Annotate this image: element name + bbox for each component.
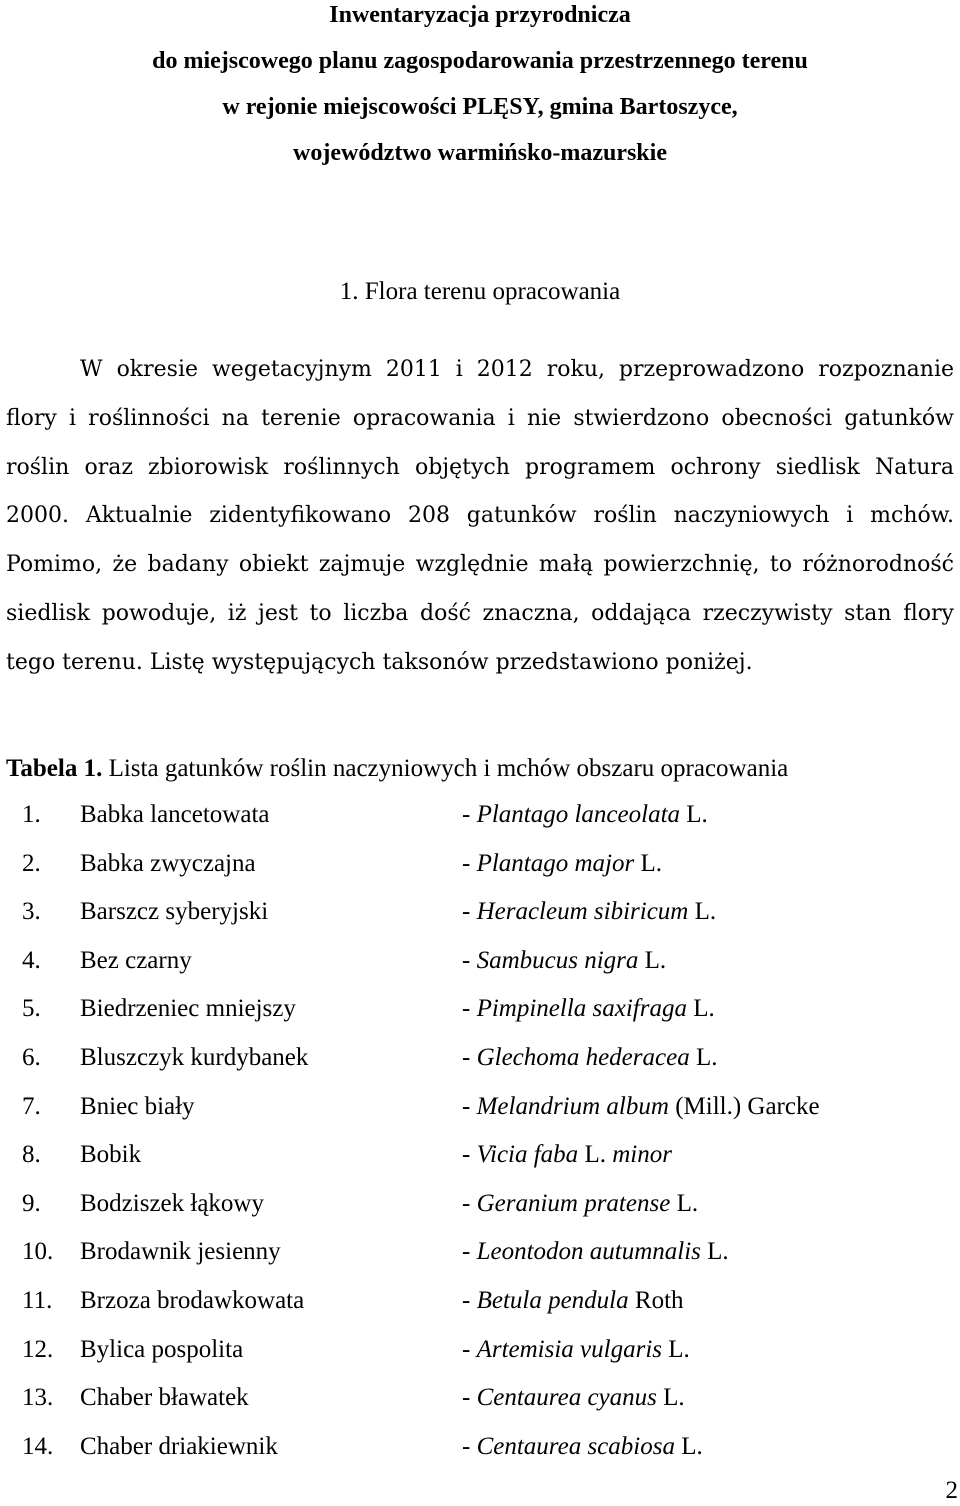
- species-latin-name: Betula pendula: [476, 1286, 629, 1314]
- list-item: [0, 1089, 960, 1138]
- species-latin-entry: [462, 894, 716, 930]
- list-item: [0, 1429, 960, 1478]
- list-item: [0, 991, 960, 1040]
- species-author: L.: [680, 801, 708, 828]
- species-author: L.: [688, 898, 717, 926]
- species-latin-entry: [462, 846, 662, 882]
- species-infraspecific: minor: [612, 1141, 672, 1169]
- species-number: 10.: [22, 1238, 54, 1266]
- species-number: 8.: [22, 1141, 41, 1169]
- table-caption-label: Tabela 1.: [6, 755, 103, 782]
- species-author: L.: [662, 1335, 690, 1363]
- page-number: 2: [945, 1477, 958, 1504]
- species-latin-entry: [462, 1040, 717, 1076]
- species-latin-name: Heracleum sibiricum: [476, 898, 689, 926]
- species-latin-entry: [462, 991, 715, 1027]
- species-number: 3.: [22, 898, 41, 926]
- species-latin-name: Centaurea cyanus: [476, 1384, 657, 1412]
- list-item: [0, 1380, 960, 1429]
- list-item: [0, 1283, 960, 1332]
- species-dash: -: [462, 849, 477, 877]
- species-dash: -: [462, 1189, 477, 1217]
- species-number: 7.: [22, 1092, 41, 1120]
- species-author: L.: [656, 1384, 685, 1412]
- species-dash: -: [462, 1286, 477, 1314]
- list-item: [0, 943, 960, 992]
- species-latin-entry: [462, 1234, 729, 1270]
- list-item: [0, 797, 960, 846]
- table-caption: [6, 753, 954, 785]
- species-common-name: Babka lancetowata: [80, 801, 270, 828]
- list-item: [0, 1234, 960, 1283]
- species-author: (Mill.) Garcke: [668, 1092, 820, 1120]
- species-number: 5.: [22, 995, 41, 1023]
- species-number: 6.: [22, 1043, 41, 1071]
- species-author: L.: [674, 1432, 703, 1460]
- species-number: 2.: [22, 849, 41, 877]
- species-dash: -: [462, 1092, 477, 1120]
- species-number: 4.: [22, 946, 41, 974]
- species-dash: -: [462, 995, 477, 1023]
- list-item: [0, 1186, 960, 1235]
- species-common-name: Brzoza brodawkowata: [80, 1286, 305, 1314]
- species-dash: -: [462, 898, 477, 926]
- species-author: L.: [686, 995, 715, 1023]
- species-common-name: Bluszczyk kurdybanek: [80, 1043, 309, 1071]
- species-common-name: Babka zwyczajna: [80, 849, 256, 877]
- species-latin-entry: [462, 1089, 820, 1125]
- species-dash: -: [462, 1141, 477, 1169]
- species-list: [0, 797, 960, 1477]
- species-latin-name: Leontodon autumnalis: [476, 1238, 701, 1266]
- list-item: [0, 1332, 960, 1381]
- species-common-name: Brodawnik jesienny: [80, 1238, 281, 1266]
- species-latin-name: Plantago major: [476, 849, 635, 877]
- intro-paragraph-text: W okresie wegetacyjnym 2011 i 2012 roku, przeprowadzono rozpoznanie flory i roślinności na terenie opracowania i nie stwierdzono obecności gatunków roślin oraz zbiorowisk roślinnych objętych programem ochrony siedlisk Natura 2000. Aktualnie zidentyfikowano 208 gatunków roślin naczyniowych i mchów. Pomimo, że badany obiekt zajmuje względnie małą powierzchnię, to różnorodność siedlisk powoduje, iż jest to liczba dość znaczna, oddająca rzeczywisty stan flory tego terenu. Listę występujących taksonów przedstawiono poniżej.: [6, 357, 954, 675]
- species-author: L.: [700, 1238, 729, 1266]
- species-common-name: Bodziszek łąkowy: [80, 1189, 264, 1217]
- species-latin-entry: [462, 1283, 684, 1319]
- species-common-name: Bniec biały: [80, 1092, 195, 1120]
- species-dash: -: [462, 1432, 477, 1460]
- species-latin-name: Plantago lanceolata: [476, 801, 681, 828]
- species-latin-name: Artemisia vulgaris: [476, 1335, 662, 1363]
- title-line-3: w rejonie miejscowości PLĘSY, gmina Bartoszyce,: [222, 94, 738, 120]
- species-author: L.: [578, 1141, 613, 1169]
- species-common-name: Chaber bławatek: [80, 1384, 249, 1412]
- species-latin-name: Vicia faba: [476, 1141, 579, 1169]
- species-common-name: Bylica pospolita: [80, 1335, 244, 1363]
- species-dash: -: [462, 1384, 477, 1412]
- species-latin-entry: [462, 1332, 690, 1368]
- species-number: 1.: [22, 801, 41, 828]
- species-number: 13.: [22, 1384, 54, 1412]
- list-item: [0, 894, 960, 943]
- species-number: 9.: [22, 1189, 41, 1217]
- species-latin-name: Glechoma hederacea: [476, 1043, 690, 1071]
- list-item: [0, 1137, 960, 1186]
- species-latin-name: Pimpinella saxifraga: [476, 995, 687, 1023]
- section-heading: 1. Flora terenu opracowania: [339, 278, 621, 305]
- species-dash: -: [462, 946, 477, 974]
- species-author: L.: [689, 1043, 718, 1071]
- species-common-name: Biedrzeniec mniejszy: [80, 995, 296, 1023]
- species-latin-entry: [462, 1137, 672, 1173]
- species-latin-name: Centaurea scabiosa: [476, 1432, 675, 1460]
- species-author: L.: [670, 1189, 699, 1217]
- intro-paragraph: [6, 346, 954, 688]
- species-dash: -: [462, 1335, 477, 1363]
- list-item: [0, 846, 960, 895]
- species-dash: -: [462, 1043, 477, 1071]
- species-latin-entry: [462, 1429, 703, 1465]
- species-number: 11.: [22, 1286, 53, 1314]
- species-common-name: Bobik: [80, 1141, 142, 1169]
- title-line-1: Inwentaryzacja przyrodnicza: [329, 2, 631, 28]
- species-dash: -: [462, 801, 477, 828]
- species-dash: -: [462, 1238, 477, 1266]
- species-latin-entry: [462, 943, 666, 979]
- species-author: Roth: [628, 1286, 684, 1314]
- species-common-name: Barszcz syberyjski: [80, 898, 269, 926]
- species-latin-entry: [462, 797, 708, 833]
- species-common-name: Bez czarny: [80, 946, 192, 974]
- species-latin-name: Geranium pratense: [476, 1189, 671, 1217]
- species-latin-name: Melandrium album: [476, 1092, 669, 1120]
- species-common-name: Chaber driakiewnik: [80, 1432, 278, 1460]
- title-line-4: województwo warmińsko-mazurskie: [293, 140, 667, 166]
- table-caption-text: Lista gatunków roślin naczyniowych i mchów obszaru opracowania: [102, 755, 789, 782]
- species-latin-name: Sambucus nigra: [476, 946, 639, 974]
- species-number: 12.: [22, 1335, 54, 1363]
- species-number: 14.: [22, 1432, 54, 1460]
- species-latin-entry: [462, 1380, 685, 1416]
- species-author: L.: [634, 849, 663, 877]
- list-item: [0, 1040, 960, 1089]
- species-author: L.: [638, 946, 667, 974]
- document-title: [0, 0, 960, 184]
- species-latin-entry: [462, 1186, 698, 1222]
- title-line-2: do miejscowego planu zagospodarowania przestrzennego terenu: [152, 48, 808, 74]
